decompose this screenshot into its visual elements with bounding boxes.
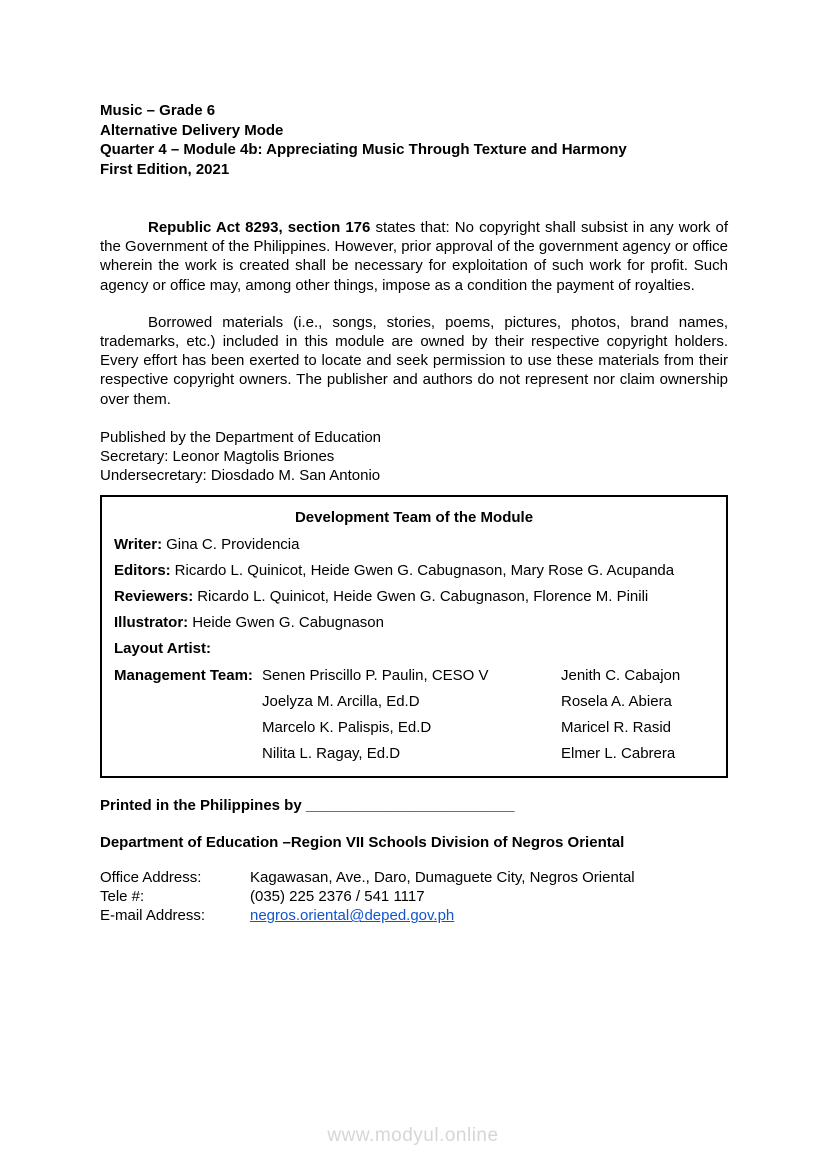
- telephone-value: (035) 225 2376 / 541 1117: [250, 888, 425, 906]
- editors-value: Ricardo L. Quinicot, Heide Gwen G. Cabugnason, Mary Rose G. Acupanda: [174, 561, 675, 579]
- telephone-label: Tele #:: [100, 888, 145, 906]
- management-left-name: Joelyza M. Arcilla, Ed.D: [262, 692, 420, 710]
- printed-in-philippines-line: [100, 796, 728, 815]
- office-address-label: Office Address:: [100, 868, 202, 886]
- module-title-line: Quarter 4 – Module 4b: Appreciating Music Through Texture and Harmony: [100, 141, 627, 158]
- site-watermark: www.modyul.online: [327, 1125, 499, 1146]
- email-label: E-mail Address:: [100, 907, 206, 925]
- management-team-label: Management Team:: [114, 666, 253, 684]
- email-address-link[interactable]: negros.oriental@deped.gov.ph: [250, 907, 455, 925]
- published-by-line: Published by the Department of Education: [100, 428, 382, 446]
- undersecretary-line: Undersecretary: Diosdado M. San Antonio: [100, 467, 381, 485]
- module-header: [100, 101, 728, 179]
- reviewers-label: Reviewers:: [114, 588, 194, 606]
- management-left-name: Nilita L. Ragay, Ed.D: [262, 745, 401, 763]
- writer-row: [114, 535, 714, 554]
- writer-label: Writer:: [114, 535, 163, 553]
- illustrator-label: Illustrator:: [114, 614, 189, 632]
- illustrator-row: [114, 613, 714, 632]
- management-right-name: Jenith C. Cabajon: [561, 666, 681, 684]
- layout-artist-row: [114, 639, 714, 658]
- secretary-line: Secretary: Leonor Magtolis Briones: [100, 448, 335, 466]
- layout-artist-label: Layout Artist:: [114, 640, 211, 658]
- development-team-title: Development Team of the Module: [294, 509, 534, 527]
- reviewers-value: Ricardo L. Quinicot, Heide Gwen G. Cabugnason, Florence M. Pinili: [197, 588, 649, 606]
- writer-value: Gina C. Providencia: [166, 535, 300, 553]
- management-left-name: Marcelo K. Palispis, Ed.D: [262, 719, 432, 737]
- editors-row: [114, 561, 714, 580]
- management-right-name: Rosela A. Abiera: [561, 692, 672, 710]
- printed-by-blank-line: _________________________: [305, 797, 515, 815]
- borrowed-materials-paragraph: Borrowed materials (i.e., songs, stories, poems, pictures, photos, brand names, trademarks, etc.) included in this module are owned by their respective copyright holders. Every effort has been exerted to locate and seek permission to use these materials from their respective copyright owners. The publisher and authors do not represent nor claim ownership over them.: [100, 313, 728, 408]
- management-right-name: Maricel R. Rasid: [561, 719, 672, 737]
- contact-info-block: [100, 868, 728, 926]
- management-left-name: Senen Priscillo P. Paulin, CESO V: [262, 666, 489, 684]
- page-content: [100, 101, 728, 925]
- management-label-spacer: [114, 744, 262, 763]
- republic-act-lead: Republic Act 8293, section 176: [148, 219, 371, 236]
- module-mode-line: Alternative Delivery Mode: [100, 121, 284, 139]
- management-label-spacer: [114, 718, 262, 737]
- management-right-name: Elmer L. Cabrera: [561, 745, 676, 763]
- management-label-spacer: [114, 692, 262, 711]
- office-address-value: Kagawasan, Ave., Daro, Dumaguete City, Negros Oriental: [250, 868, 635, 886]
- printed-by-text: Printed in the Philippines by: [100, 797, 306, 815]
- schools-division-line: Department of Education –Region VII Schools Division of Negros Oriental: [100, 833, 625, 851]
- illustrator-value: Heide Gwen G. Cabugnason: [192, 614, 384, 632]
- copyright-paragraph: [100, 218, 728, 295]
- development-team-box: [100, 495, 728, 778]
- publisher-block: [100, 428, 728, 486]
- module-edition-line: First Edition, 2021: [100, 160, 230, 178]
- copyright-body-text: states that: No copyright shall subsist in any work of the Government of the Philippines. However, prior approval of the government agency or office wherein the work is created shall be necessary for exploitation of such work for profit. Such agency or office may, among other things, impose as a condition the payment of royalties.: [100, 219, 728, 294]
- editors-label: Editors:: [114, 561, 171, 579]
- management-team-grid: [114, 666, 714, 764]
- module-subject-line: Music – Grade 6: [100, 102, 216, 119]
- reviewers-row: [114, 587, 714, 606]
